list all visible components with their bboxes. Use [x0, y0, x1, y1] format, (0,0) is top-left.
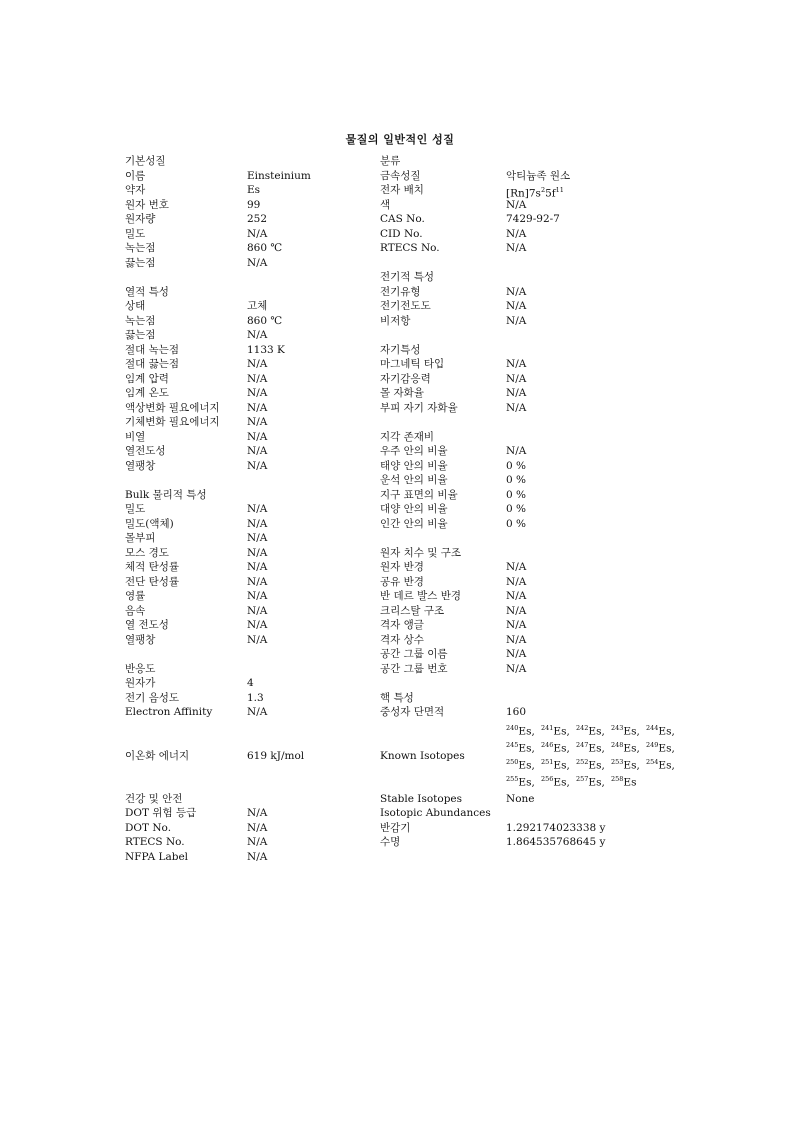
property-value: N/A [247, 619, 268, 631]
isotope-symbol: Es [518, 776, 532, 788]
property-value: 4 [247, 677, 254, 689]
property-label: NFPA Label [125, 850, 189, 863]
property-label: 액상변화 필요에너지 [125, 401, 220, 414]
isotope-item: $^{253}$Es, [611, 757, 640, 771]
property-value: 0 % [506, 459, 526, 472]
property-value: None [506, 792, 535, 805]
section-header-label: 건강 및 안전 [125, 792, 183, 805]
property-label: DOT No. [125, 821, 172, 834]
property-value: 252 [247, 213, 268, 225]
property-value: N/A [506, 575, 527, 588]
property-label: 반 데르 발스 반경 [380, 590, 462, 602]
isotope-symbol: Es [518, 759, 532, 771]
isotope-mass: 257 [576, 774, 589, 783]
isotope-symbol: Es [588, 759, 602, 771]
property-label: 공유 반경 [380, 575, 424, 588]
isotope-item: $^{247}$Es, [576, 740, 605, 754]
property-label: 원자가 [125, 677, 156, 689]
isotope-symbol: Es [658, 759, 672, 771]
isotope-item: $^{246}$Es, [541, 740, 570, 754]
property-label: 전기전도도 [380, 300, 431, 312]
property-value: N/A [247, 532, 268, 544]
property-value: N/A [247, 546, 268, 559]
section-header-label: 전기적 특성 [380, 271, 435, 283]
isotope-mass: 250 [506, 757, 519, 766]
section-header-label: 지각 존재비 [380, 430, 435, 443]
isotope-item: $^{250}$Es, [506, 757, 535, 771]
property-label: 전기유형 [380, 285, 421, 298]
property-value: 7429-92-7 [506, 213, 560, 225]
property-value: N/A [506, 445, 527, 457]
property-label: 금속성질 [380, 169, 421, 182]
property-value: N/A [506, 648, 527, 660]
isotope-symbol: Es [658, 725, 672, 737]
isotope-mass: 248 [611, 740, 624, 749]
isotope-mass: 241 [541, 723, 554, 732]
property-label: 열전도성 [125, 445, 166, 457]
isotope-item: $^{251}$Es, [541, 757, 570, 771]
property-label: 우주 안의 비율 [380, 445, 448, 457]
isotope-symbol: Es [553, 742, 567, 754]
property-value: 99 [247, 198, 261, 211]
property-label: 열팽창 [125, 459, 156, 472]
property-value: N/A [247, 430, 268, 443]
property-value: N/A [247, 445, 268, 457]
isotope-mass: 254 [646, 757, 659, 766]
property-label: 색 [380, 198, 391, 211]
property-label: 크리스탈 구조 [380, 604, 445, 617]
property-label: 대양 안의 비율 [380, 503, 448, 515]
property-label: 이온화 에너지 [125, 749, 190, 762]
section-header-label: 분류 [380, 155, 401, 167]
isotope-symbol: Es [588, 742, 602, 754]
property-value: 고체 [247, 300, 268, 312]
property-label: 열팽창 [125, 633, 156, 646]
property-label: 녹는점 [125, 314, 156, 327]
isotope-symbol: Es [518, 742, 532, 754]
property-label: 자기감응력 [380, 372, 431, 385]
property-value: N/A [247, 459, 268, 472]
property-value: 0 % [506, 474, 526, 486]
isotope-line [506, 720, 686, 737]
property-value: N/A [247, 706, 268, 718]
property-value: N/A [506, 227, 527, 240]
property-value: N/A [506, 242, 527, 254]
isotope-item: $^{242}$Es, [576, 723, 605, 737]
isotope-mass: 249 [646, 740, 659, 749]
property-value: 1.864535768645 y [506, 836, 606, 848]
isotope-symbol: Es [623, 759, 637, 771]
isotope-symbol: Es [553, 776, 567, 788]
ec-mid: 5f [545, 187, 556, 200]
property-label: 녹는점 [125, 242, 156, 254]
isotope-symbol: Es [623, 776, 637, 788]
property-label: 공간 그룹 이름 [380, 648, 448, 660]
property-value: N/A [506, 619, 527, 631]
property-label: 상태 [125, 300, 146, 312]
isotope-item: $^{249}$Es, [646, 740, 675, 754]
property-label: RTECS No. [125, 836, 185, 848]
isotope-mass: 243 [611, 723, 624, 732]
isotope-list [506, 720, 686, 788]
property-value: 860 ℃ [247, 242, 283, 254]
ec-sup: 2 [540, 186, 546, 194]
property-value: 0 % [506, 503, 526, 515]
property-value: N/A [247, 387, 268, 399]
property-value: N/A [506, 662, 527, 675]
ec-base: [Rn]7s [506, 187, 541, 200]
property-label: 격자 상수 [380, 633, 424, 646]
property-label: 수명 [380, 836, 401, 848]
property-label: 기체변화 필요에너지 [125, 416, 220, 428]
property-value: N/A [506, 633, 527, 646]
property-value: 860 ℃ [247, 314, 283, 327]
property-value: N/A [247, 821, 268, 834]
isotope-mass: 247 [576, 740, 589, 749]
property-label: Electron Affinity [125, 706, 213, 718]
isotope-item: $^{243}$Es, [611, 723, 640, 737]
property-label: 체적 탄성률 [125, 561, 180, 573]
property-label: 몰부피 [125, 532, 156, 544]
property-value: N/A [247, 590, 268, 602]
property-label: 열 전도성 [125, 619, 169, 631]
isotope-mass: 258 [611, 774, 624, 783]
property-label: Stable Isotopes [380, 792, 463, 805]
property-label: 반감기 [380, 821, 411, 834]
isotope-mass: 240 [506, 723, 519, 732]
property-value: N/A [506, 198, 527, 211]
isotope-item: $^{257}$Es, [576, 774, 605, 788]
section-header-label: 반응도 [125, 662, 156, 675]
property-label: 끓는점 [125, 329, 156, 341]
isotope-mass: 256 [541, 774, 554, 783]
isotope-mass: 252 [576, 757, 589, 766]
property-label: 몰 자화율 [380, 387, 424, 399]
property-label: RTECS No. [380, 242, 440, 254]
property-label: 운석 안의 비율 [380, 474, 448, 486]
isotope-mass: 246 [541, 740, 554, 749]
property-value: N/A [247, 850, 268, 863]
isotope-line [506, 754, 686, 771]
property-label: 약자 [125, 184, 146, 196]
isotope-symbol: Es [658, 742, 672, 754]
section-header-label: Bulk 물리적 특성 [125, 488, 207, 501]
property-label: 원자 반경 [380, 561, 424, 573]
property-label: 영률 [125, 590, 146, 602]
page-title: 물질의 일반적인 성질 [345, 133, 455, 146]
property-value: 619 kJ/mol [247, 749, 305, 762]
property-label: 임계 압력 [125, 372, 169, 385]
isotope-item: $^{254}$Es, [646, 757, 675, 771]
property-label: 절대 녹는점 [125, 343, 180, 356]
property-label: 밀도(액체) [125, 517, 174, 530]
property-label: 격자 앵글 [380, 619, 424, 631]
property-value: N/A [506, 561, 527, 573]
isotope-item: $^{256}$Es, [541, 774, 570, 788]
property-value: N/A [506, 590, 527, 602]
section-header-label: 자기특성 [380, 343, 421, 356]
property-label: 음속 [125, 604, 146, 617]
property-value: N/A [247, 256, 268, 269]
property-label: 원자 번호 [125, 198, 169, 211]
isotope-mass: 245 [506, 740, 519, 749]
property-value: N/A [247, 358, 268, 370]
isotope-symbol: Es [623, 742, 637, 754]
property-label: 부피 자기 자화율 [380, 401, 458, 414]
property-value: 1.292174023338 y [506, 821, 606, 834]
property-value: N/A [506, 401, 527, 414]
property-value: N/A [247, 227, 268, 240]
property-label: 이름 [125, 169, 146, 182]
property-value: N/A [247, 329, 268, 341]
property-label: Known Isotopes [380, 749, 465, 762]
isotope-mass: 251 [541, 757, 554, 766]
property-label: 밀도 [125, 503, 146, 515]
property-value: N/A [247, 836, 268, 848]
property-label: CID No. [380, 227, 423, 240]
property-value: Es [247, 184, 261, 196]
isotope-item: $^{244}$Es, [646, 723, 675, 737]
property-value: N/A [247, 575, 268, 588]
isotope-item: $^{248}$Es, [611, 740, 640, 754]
property-value: N/A [247, 416, 268, 428]
isotope-symbol: Es [553, 725, 567, 737]
property-value: Einsteinium [247, 169, 311, 182]
section-header-label: 핵 특성 [380, 691, 414, 704]
isotope-item: $^{240}$Es, [506, 723, 535, 737]
property-label: 공간 그룹 번호 [380, 662, 448, 675]
isotope-symbol: Es [588, 725, 602, 737]
property-label: Isotopic Abundances [380, 807, 491, 819]
isotope-mass: 255 [506, 774, 519, 783]
property-value: N/A [247, 807, 268, 819]
isotope-symbol: Es [553, 759, 567, 771]
isotope-item: $^{252}$Es, [576, 757, 605, 771]
property-label: 중성자 단면적 [380, 706, 445, 718]
property-label: 인간 안의 비율 [380, 517, 448, 530]
section-header-label: 기본성질 [125, 155, 166, 167]
property-label: CAS No. [380, 213, 425, 225]
property-label: 전기 음성도 [125, 691, 180, 704]
property-label: 전단 탄성률 [125, 575, 180, 588]
property-label: 모스 경도 [125, 546, 169, 559]
isotope-item: $^{255}$Es, [506, 774, 535, 788]
property-value: 0 % [506, 517, 526, 530]
property-label: 비저항 [380, 314, 411, 327]
property-label: 원자량 [125, 213, 156, 225]
isotope-mass: 244 [646, 723, 659, 732]
property-value: 1.3 [247, 691, 264, 704]
property-value: 1133 K [247, 343, 285, 356]
isotope-symbol: Es [588, 776, 602, 788]
isotope-symbol: Es [518, 725, 532, 737]
property-label: DOT 위험 등급 [125, 807, 197, 819]
property-value: 160 [506, 706, 527, 718]
property-value: 악티늄족 원소 [506, 169, 571, 182]
property-value: N/A [506, 285, 527, 298]
property-value: N/A [247, 517, 268, 530]
isotope-mass: 242 [576, 723, 589, 732]
property-value: N/A [506, 372, 527, 385]
property-label: 지구 표면의 비율 [380, 488, 458, 501]
isotope-item: $^{245}$Es, [506, 740, 535, 754]
property-label: 끓는점 [125, 256, 156, 269]
property-value: N/A [506, 387, 527, 399]
property-label: 전자 배치 [380, 184, 424, 196]
property-value: N/A [247, 561, 268, 573]
property-value: N/A [247, 372, 268, 385]
property-label: 임계 온도 [125, 387, 169, 399]
property-value: N/A [506, 604, 527, 617]
property-label: 마그네틱 타입 [380, 358, 445, 370]
property-value: N/A [247, 503, 268, 515]
isotope-mass: 253 [611, 757, 624, 766]
ec-sup: 11 [555, 186, 564, 194]
property-value: N/A [506, 314, 527, 327]
property-value: 0 % [506, 488, 526, 501]
isotope-item [611, 771, 646, 792]
property-value: N/A [247, 633, 268, 646]
isotope-item: $^{241}$Es, [541, 723, 570, 737]
section-header-label: 열적 특성 [125, 285, 169, 298]
section-header-label: 원자 치수 및 구조 [380, 546, 462, 559]
property-label: 절대 끓는점 [125, 358, 180, 370]
property-value: N/A [247, 401, 268, 414]
isotope-symbol: Es [623, 725, 637, 737]
property-label: 비열 [125, 430, 146, 443]
property-value: N/A [506, 300, 527, 312]
property-value: N/A [247, 604, 268, 617]
property-label: 태양 안의 비율 [380, 459, 448, 472]
property-value: N/A [506, 358, 527, 370]
property-label: 밀도 [125, 227, 146, 240]
isotope-line [506, 737, 686, 754]
